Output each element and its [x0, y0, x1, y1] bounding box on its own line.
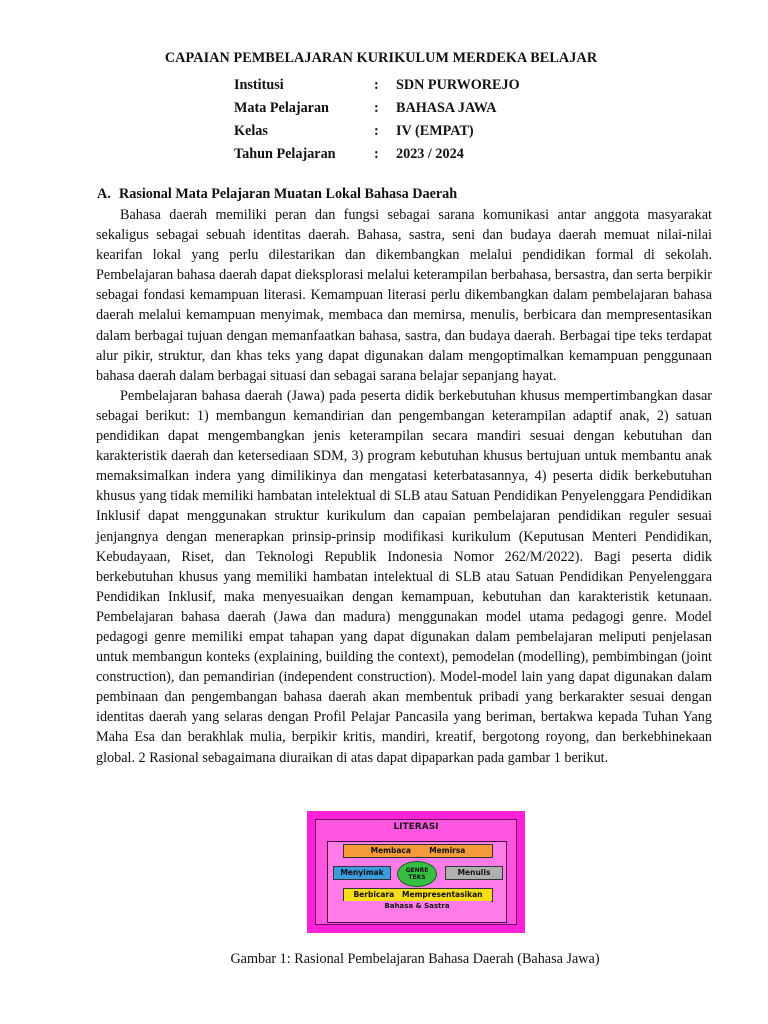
document-title: CAPAIAN PEMBELAJARAN KURIKULUM MERDEKA BELAJAR: [164, 50, 598, 66]
figure-label-memirsa: Memirsa: [429, 846, 466, 855]
meta-row-mata-pelajaran: [234, 97, 520, 120]
meta-colon: :: [374, 77, 379, 93]
meta-table: [234, 74, 520, 166]
meta-value: IV (EMPAT): [396, 123, 474, 139]
figure-label-mempresentasikan: Mempresentasikan: [402, 890, 483, 899]
meta-colon: :: [374, 146, 379, 162]
meta-value: SDN PURWOREJO: [396, 77, 520, 93]
meta-row-tahun-pelajaran: [234, 143, 520, 166]
meta-colon: :: [374, 100, 379, 116]
meta-label: Institusi: [234, 77, 284, 93]
paragraph-2: Pembelajaran bahasa daerah (Jawa) pada peserta didik berkebutuhan khusus mempertimbangkan dasar sebagai berikut: 1) membangun kemandirian dan pengembangan keterampilan adaptif anak, 2) satuan pendidikan dapat mengembangkan jenis keterampilan secara mandiri sesuai dengan kebutuhan dan karakteristik daerah dan ketersediaan SDM, 3) program kebutuhan khusus bertujuan untuk membantu anak memaksimalkan indera yang dimilikinya dan mengatasi keterbatasannya, 4) peserta didik berkebutuhan khusus yang tidak memiliki hambatan intelektual di SLB atau Satuan Pendidikan Penyelenggara Pendidikan Inklusif dapat menggunakan struktur kurikulum dan capaian pembelajaran pendidikan reguler sesuai jenjangnya dengan menerapkan prinsip-prinsip modifikasi kurikulum (Keputusan Menteri Pendidikan, Kebudayaan, Riset, dan Teknologi Republik Indonesia Nomor 262/M/2022). Bagi peserta didik berkebutuhan khusus yang memiliki hambatan intelektual di SLB atau Satuan Pendidikan Penyelenggara Pendidikan Inklusif, maka menyesuaikan dengan kemampuan, kebutuhan dan karakteristik ketunaan. Pembelajaran bahasa daerah (Jawa dan madura) menggunakan model utama pedagogi genre. Model pedagogi genre memiliki empat tahapan yang dapat digunakan dalam pembelajaran meliputi penjelasan untuk membangun konteks (explaining, building the context), pemodelan (modelling), pembimbingan (joint construction), dan pemandirian (independent construction). Model-model lain yang dapat digunakan dalam pembinaan dan pengembangan bahasa daerah akan membentuk pribadi yang berkarakter sesuai dengan identitas daerah yang selaras dengan Profil Pelajar Pancasila yang beriman, bertakwa kepada Tuhan Yang Maha Esa dan berakhlak mulia, berpikir kritis, mandiri, kreatif, bergotong royong, dan berkebhinekaan global. 2 Rasional sebagaimana diuraikan di atas dapat dipaparkan pada gambar 1 berikut.: [96, 387, 712, 766]
meta-row-kelas: [234, 120, 520, 143]
figure-box-membaca-memirsa: [343, 844, 493, 858]
figure-title: LITERASI: [393, 822, 439, 832]
figure-literasi-diagram: [307, 811, 525, 933]
meta-label: Tahun Pelajaran: [234, 146, 336, 162]
figure-footer-bahasa-sastra: Bahasa & Sastra: [343, 901, 491, 911]
meta-label: Kelas: [234, 123, 268, 139]
figure-caption: Gambar 1: Rasional Pembelajaran Bahasa Daerah (Bahasa Jawa): [230, 951, 600, 967]
meta-label: Mata Pelajaran: [234, 100, 329, 116]
meta-value: 2023 / 2024: [396, 146, 464, 162]
meta-row-institusi: [234, 74, 520, 97]
section-title: Rasional Mata Pelajaran Muatan Lokal Bahasa Daerah: [119, 186, 458, 202]
figure-box-menyimak: Menyimak: [333, 866, 391, 880]
figure-box-menulis: Menulis: [445, 866, 503, 880]
meta-value: BAHASA JAWA: [396, 100, 497, 116]
body-text: [96, 205, 712, 768]
figure-center-line2: TEKS: [408, 874, 426, 881]
paragraph-1: Bahasa daerah memiliki peran dan fungsi sebagai sarana komunikasi antar anggota masyarakat sekaligus sebagai sebuah identitas daerah. Bahasa, sastra, seni dan budaya daerah memuat nilai-nilai kearifan lokal yang perlu dilestarikan dan dikembangkan melalui pendidikan formal di sekolah. Pembelajaran bahasa daerah dapat dieksplorasi melalui keterampilan berbahasa, bersastra, dan serta berpikir sebagai fondasi kemampuan literasi. Kemampuan literasi perlu dikembangkan dalam pembelajaran bahasa daerah melalui kemampuan menyimak, membaca dan memirsa, menulis, berbicara dan mempresentasikan dalam berbagai tujuan dengan memanfaatkan bahasa, sastra, dan budaya daerah. Berbagai tipe teks terdapat alur pikir, struktur, dan khas teks yang dapat digunakan dalam mengoptimalkan kemampuan penggunaan bahasa daerah dalam berbagai situasi dan sebagai sarana belajar sepanjang hayat.: [96, 207, 712, 384]
figure-center-genre-teks: [397, 861, 437, 887]
meta-colon: :: [374, 123, 379, 139]
section-number: A.: [97, 186, 111, 202]
figure-center-line1: GENRE: [405, 867, 429, 874]
figure-label-berbicara: Berbicara: [353, 890, 395, 899]
figure-label-membaca: Membaca: [370, 846, 411, 855]
figure-box-berbicara-mempresentasikan: [343, 888, 493, 902]
section-heading: [97, 184, 457, 204]
